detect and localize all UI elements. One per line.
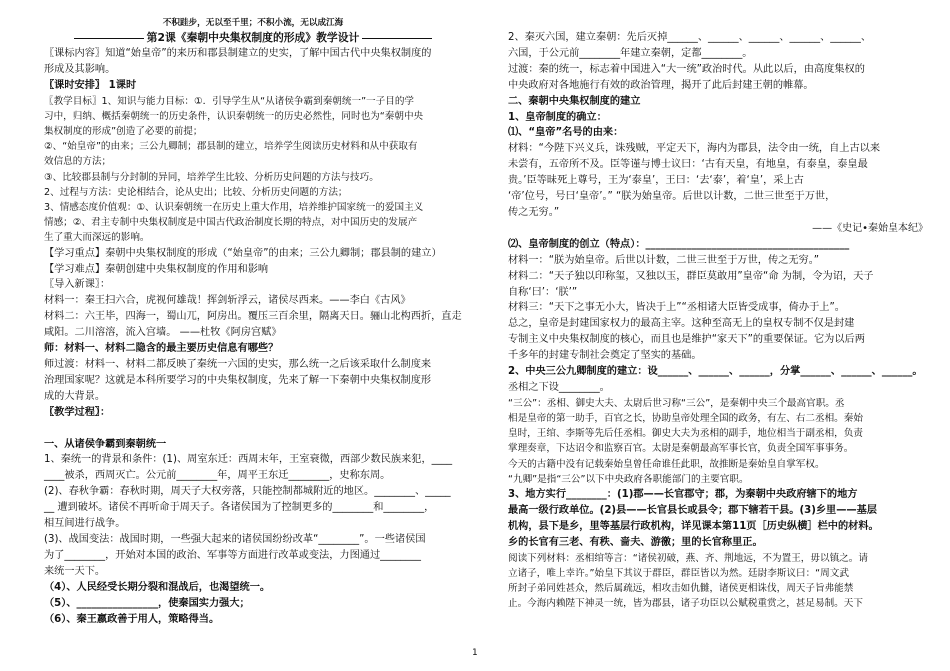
text-line: 效信息的方法； [44, 156, 112, 168]
text-line: （4）、人民经受长期分裂和混战后，也渴望统一。 [44, 581, 271, 593]
text-line: 〖教学过程〗： [44, 406, 111, 418]
text-line: 〖课标内容〗知道“始皇帝”的来历和郡县制建立的史实，了解中国古代中央集权制度的 [44, 47, 432, 59]
text-line: 习中，归纳、概括秦朝统一的历史条件，认识秦朝统一的历史必然性，同时也为“秦朝中央 [44, 110, 424, 122]
text-line: 1、秦统一的背景和条件：(1)、周室东迁：西周末年，王室衰微，西部少数民族来犯，____ [44, 454, 453, 466]
text-line: 2、秦灭六国，建立秦朝：先后灭掉______、______、______、______、______、 [508, 32, 872, 43]
right-column [508, 30, 928, 612]
text-line: 未尝有，五帝所不及。臣等谨与博士议曰：‘古有天皇，有地皇，有泰皇，泰皇最 [508, 159, 868, 171]
page-title [44, 30, 462, 46]
text-line: 阅读下列材料：丞相绾等言：“诸侯初破，燕、齐、荆地远，不为置王，毋以镇之。请 [508, 552, 868, 564]
text-line: 材料二：“天子独以印称玺，又独以玉，群臣莫敢用”皇帝“命 为制，令为诏，天子 [508, 270, 874, 282]
text-line: 最高一级行政单位。(2)县——长官县长或县令；郡下辖若干县。(3)乡里——基层 [508, 504, 877, 516]
text-line: 〖导入新课〗： [44, 279, 111, 291]
title-rule-right [362, 38, 432, 39]
text-line: 治理国家呢？这就是本科所要学习的中央集权制度，先来了解一下秦朝中央集权制度形 [44, 374, 432, 386]
text-line: 立诸子，唯上幸许。”始皇下其议于群臣，群臣皆以为然。廷尉李斯议曰：“周文武 [508, 567, 849, 579]
text-line: 为了________，开始对本国的政治、军事等方面进行改革或变法，力图通过________ [44, 549, 421, 561]
text-line: 〖教学目标〗1、知识与能力目标：①．引导学生从“从诸侯争霸到秦朝统一”一子目的学 [44, 95, 415, 107]
text-line: 成的大背景。 [44, 390, 106, 402]
text-line: 中央政府对各地施行有效的政治管理，揭开了此后封建王朝的帷幕。 [508, 79, 814, 91]
text-line: 掌理奏章，下达诏令和监察百官。太尉是秦朝最高军事长官，负责全国军事事务。 [508, 443, 854, 455]
text-line: ②、“始皇帝”的由来；三公九卿制；郡县制的建立，培养学生阅读历史材料和从中获取有 [44, 141, 418, 153]
text-line: 师过渡：材料一、材料二都反映了秦统一六国的史实，那么统一之后该采取什么制度来 [44, 359, 432, 370]
section-heading: 一、从诸侯争霸到秦朝统一 [44, 438, 167, 450]
text-line: 机构，县下是乡，里等基层行政机构，详见课本第11页［历史纵横］栏中的材料。 [508, 520, 879, 532]
text-line: （5）、________________，使秦国实力强大； [44, 597, 250, 609]
text-line: 六国，于公元前________年建立秦朝，定都________。 [508, 47, 753, 59]
text-line: 千多年的封建专制社会奠定了坚实的基础。 [508, 350, 702, 362]
text-line: __ 遭到破坏。诸侯不再听命于周天子。各诸侯国为了控制更多的________和________， [44, 502, 435, 514]
text-line: 过渡：秦的统一，标志着中国进入“大一统”政治时代。从此以后，由高度集权的 [508, 63, 865, 75]
motto-line: 不积跬步，无以至千里；不积小流，无以成江海 [162, 18, 344, 28]
text-line: 材料：“今陛下兴义兵，诛残贼，平定天下，海内为郡县，法令由一统，自上古以来 [508, 143, 881, 155]
text-line: 传之无穷。” [508, 206, 560, 218]
text-line: 相是皇帝的第一助手，百官之长，协助皇帝处理全国的政务，有左、右二丞相。秦始 [508, 413, 863, 425]
text-line: “九卿”是指“三公”以下中央政府各职能部门的主要官职。 [508, 473, 749, 485]
text-line: ____被杀，西周灭亡。公元前________年，周平王东迁________，史称东周。 [44, 470, 391, 482]
text-line: (2)、春秋争霸：春秋时期，周天子大权旁落，只能控制都城附近的地区。________、_____ [44, 486, 451, 498]
text-line: 材料一：“朕为始皇帝。后世以计数，二世三世至于万世，传之无穷。” [508, 254, 820, 266]
text-line: 乡的长官有三老、有秩、啬夫、游徼；里的长官称里正。 [508, 536, 763, 548]
text-line: 丞相之下设________。 [508, 381, 610, 393]
text-line: ⑴、“皇帝”名号的由来： [508, 127, 624, 139]
text-line: 【学习难点】秦朝创建中央集权制度的作用和影响 [44, 263, 269, 275]
text-line: 生了重大而深远的影响。 [44, 232, 150, 244]
text-line: 来统一天下。 [44, 565, 106, 577]
text-line: 1、皇帝制度的确立： [508, 111, 607, 123]
text-line: (3)、战国变法：战国时期，一些强大起来的诸侯国纷纷改革“________”。一些诸侯国 [44, 533, 426, 545]
text-line: 今天的古籍中没有记载秦始皇曾任命谁任此职，故推断是秦始皇自掌军权。 [508, 458, 825, 470]
text-line: ③、比较郡县制与分封制的异同，培养学生比较、分析历史问题的方法与技巧。 [44, 171, 379, 183]
text-line: 材料一：秦王扫六合，虎视何雄哉！挥剑斩浮云，诸侯尽西来。——李白《古风》 [44, 295, 411, 307]
text-line: 自称‘曰’：‘朕’” [508, 286, 578, 298]
text-line: 集权制度的形成”创造了必要的前提； [44, 126, 203, 138]
text-line: 咸阳。二川溶溶，流入宫墙。 ——杜牧《阿房宫赋》 [44, 327, 282, 339]
text-line: （6）、秦王嬴政善于用人，策略得当。 [44, 613, 220, 625]
text-line: ‘帝’位号，号曰‘皇帝’。” “朕为始皇帝。后世以计数，二世三世至于万世， [508, 191, 836, 203]
text-line: 相互间进行战争。 [44, 518, 126, 530]
quote-source: ——《史记•秦始皇本纪》 [812, 222, 928, 234]
title-rule-left [74, 38, 144, 39]
text-line [44, 421, 462, 437]
text-line: 皇时，王绾、李斯等先后任丞相。御史大夫为丞相的副手，地位相当于副丞相，负责 [508, 428, 863, 440]
text-line: 材料三：“天下之事无小大，皆决于上”“丞相诸大臣皆受成事，倚办于上”。 [508, 302, 845, 314]
text-line: 所封子弟同姓甚众，然后属疏远，相攻击如仇雠，诸侯更相诛伐，周天子旨弗能禁 [508, 583, 854, 595]
text-line: 3、情感态度价值观：①、认识秦朝统一在历史上重大作用，培养维护国家统一的爱国主义 [44, 202, 424, 214]
text-line: ⑵、皇帝制度的创立（特点）：________________________________________ [508, 238, 850, 250]
text-line: 形成及其影响。 [44, 63, 116, 75]
text-line: 贵。’臣等昧死上尊号，王为‘泰皇’，王曰：‘去‘泰’，着‘皇’，采上古 [508, 175, 804, 187]
section-heading: 二、秦朝中央集权制度的建立 [508, 95, 641, 107]
text-line: 情感；②、君主专制中央集权制度是中国古代政治制度长期的特点，对中国历史的发展产 [44, 217, 418, 229]
text-line: 止。今海内赖陛下神灵一统，皆为郡县，诸子功臣以公赋税重赏之，甚足易制。天下 [508, 598, 863, 610]
text-line: 3、地方实行________：(1)郡——长官郡守；郡，为秦朝中央政府辖下的地方 [508, 489, 858, 501]
text-line: 2、过程与方法：史论相结合，论从史出；比较、分析历史问题的方法； [44, 186, 348, 198]
text-line: 【学习重点】秦朝中央集权制度的形成（“始皇帝”的由来；三公九卿制；郡县制的建立） [44, 247, 442, 259]
text-line: 〖课时安排〗 1课时 [44, 79, 137, 91]
text-line: 2、中央三公九卿制度的建立：设______、______、______，分掌______、______、______。 [508, 366, 923, 378]
text-line: 总之，皇帝是封建国家权力的最高主宰。这种至高无上的皇权专制不仅是封建 [508, 318, 855, 330]
text-line: 材料二：六王毕，四海一，蜀山兀，阿房出。覆压三百余里，隔离天日。骊山北构西折，直走 [44, 311, 462, 323]
text-line: “三公”：丞相、御史大夫、太尉后世习称“三公”，是秦朝中央三个最高官职。丞 [508, 397, 845, 409]
title-text: 第2课《秦朝中央集权制度的形成》教学设计 [146, 31, 360, 44]
text-line: 师：材料一、材料二隐含的最主要历史信息有哪些？ [44, 343, 279, 355]
text-line: 专制主义中央集权制度的核心，而且也是维护“家天下”的重要保证。它为以后两 [508, 334, 865, 346]
left-column [44, 18, 462, 627]
page-number: 1 [472, 648, 478, 658]
